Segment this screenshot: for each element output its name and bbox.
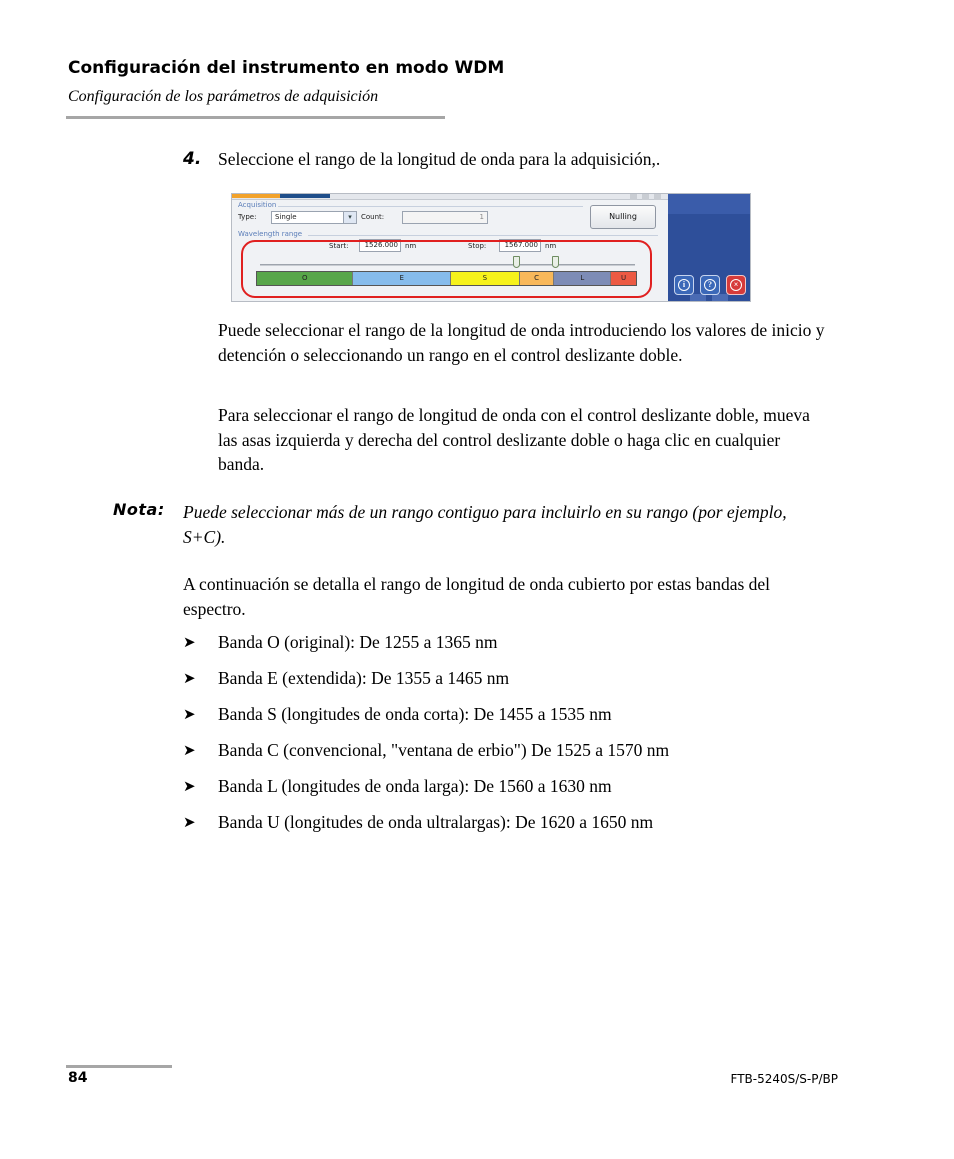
band-u[interactable]: U xyxy=(611,272,636,285)
stop-input[interactable]: 1567.000 xyxy=(499,239,541,252)
type-value: Single xyxy=(275,213,297,221)
bullet-arrow-icon: ➤ xyxy=(183,707,196,723)
list-item-text: Banda S (longitudes de onda corta): De 1455 a 1535 nm xyxy=(218,704,612,724)
type-dropdown[interactable] xyxy=(271,211,357,224)
band-o[interactable]: O xyxy=(257,272,353,285)
bullet-arrow-icon: ➤ xyxy=(183,671,196,687)
count-input[interactable]: 1 xyxy=(402,211,488,224)
section-subtitle: Configuración de los parámetros de adquisición xyxy=(68,88,379,105)
side-panel-block xyxy=(690,294,706,302)
wavelength-group-label: Wavelength range xyxy=(238,230,303,238)
tab-indicator xyxy=(280,194,330,198)
page-number: 84 xyxy=(68,1070,88,1086)
tab-active-indicator xyxy=(232,194,280,198)
tab-strip xyxy=(232,194,668,200)
side-panel-block xyxy=(712,294,728,302)
help-glyph: ? xyxy=(704,279,716,291)
side-panel-stripe xyxy=(668,194,751,214)
maximize-icon[interactable] xyxy=(642,194,649,200)
close-icon[interactable] xyxy=(726,275,746,295)
bullet-arrow-icon: ➤ xyxy=(183,743,196,759)
bullet-arrow-icon: ➤ xyxy=(183,635,196,651)
acquisition-group-label: Acquisition xyxy=(238,201,277,209)
band-c[interactable]: C xyxy=(520,272,555,285)
bullet-arrow-icon: ➤ xyxy=(183,779,196,795)
close-window-icon[interactable] xyxy=(654,194,661,200)
bands-intro: A continuación se detalla el rango de longitud de onda cubierto por estas bandas del espectro. xyxy=(183,574,771,619)
list-item-text: Banda L (longitudes de onda larga): De 1560 a 1630 nm xyxy=(218,776,612,796)
bullet-arrow-icon: ➤ xyxy=(183,815,196,831)
product-model: FTB-5240S/S-P/BP xyxy=(730,1072,838,1086)
count-label: Count: xyxy=(361,213,385,221)
wavelength-range-screenshot xyxy=(231,193,751,302)
info-glyph: i xyxy=(678,279,690,291)
note-text: Puede seleccionar más de un rango contiguo para incluirlo en su rango (por ejemplo, S+C). xyxy=(183,502,787,547)
paragraph-range-selection: Puede seleccionar el rango de la longitud de onda introduciendo los valores de inicio y detención o seleccionando un rango en el control deslizante doble. xyxy=(218,320,825,365)
step-number: 4. xyxy=(183,149,202,169)
start-unit: nm xyxy=(405,242,417,250)
stop-label: Stop: xyxy=(468,242,487,250)
header-divider xyxy=(66,116,445,119)
band-s[interactable]: S xyxy=(451,272,520,285)
section-title: Configuración del instrumento en modo WDM xyxy=(68,58,505,78)
note-label: Nota: xyxy=(113,500,165,519)
list-item-text: Banda O (original): De 1255 a 1365 nm xyxy=(218,632,498,652)
stop-unit: nm xyxy=(545,242,557,250)
nulling-button[interactable]: Nulling xyxy=(590,205,656,229)
band-l[interactable]: L xyxy=(554,272,611,285)
chevron-down-icon[interactable]: ▾ xyxy=(343,212,356,223)
close-glyph: × xyxy=(730,279,742,291)
start-input[interactable]: 1526.000 xyxy=(359,239,401,252)
step-text: Seleccione el rango de la longitud de onda para la adquisición,. xyxy=(218,149,661,169)
list-item-text: Banda E (extendida): De 1355 a 1465 nm xyxy=(218,668,510,688)
highlight-oval xyxy=(241,240,652,298)
info-icon[interactable] xyxy=(674,275,694,295)
start-label: Start: xyxy=(329,242,349,250)
paragraph-slider-usage: Para seleccionar el rango de longitud de onda con el control deslizante doble, mueva las asas izquierda y derecha del control deslizante doble o haga clic en cualquier banda. xyxy=(218,405,810,474)
minimize-icon[interactable] xyxy=(630,194,637,200)
wavelength-group-line xyxy=(308,235,658,236)
footer-divider xyxy=(66,1065,172,1068)
list-item-text: Banda U (longitudes de onda ultralargas): De 1620 a 1650 nm xyxy=(218,812,654,832)
type-label: Type: xyxy=(238,213,257,221)
band-e[interactable]: E xyxy=(353,272,450,285)
help-icon[interactable] xyxy=(700,275,720,295)
acquisition-group-line xyxy=(278,206,583,207)
list-item-text: Banda C (convencional, "ventana de erbio") De 1525 a 1570 nm xyxy=(218,740,670,760)
